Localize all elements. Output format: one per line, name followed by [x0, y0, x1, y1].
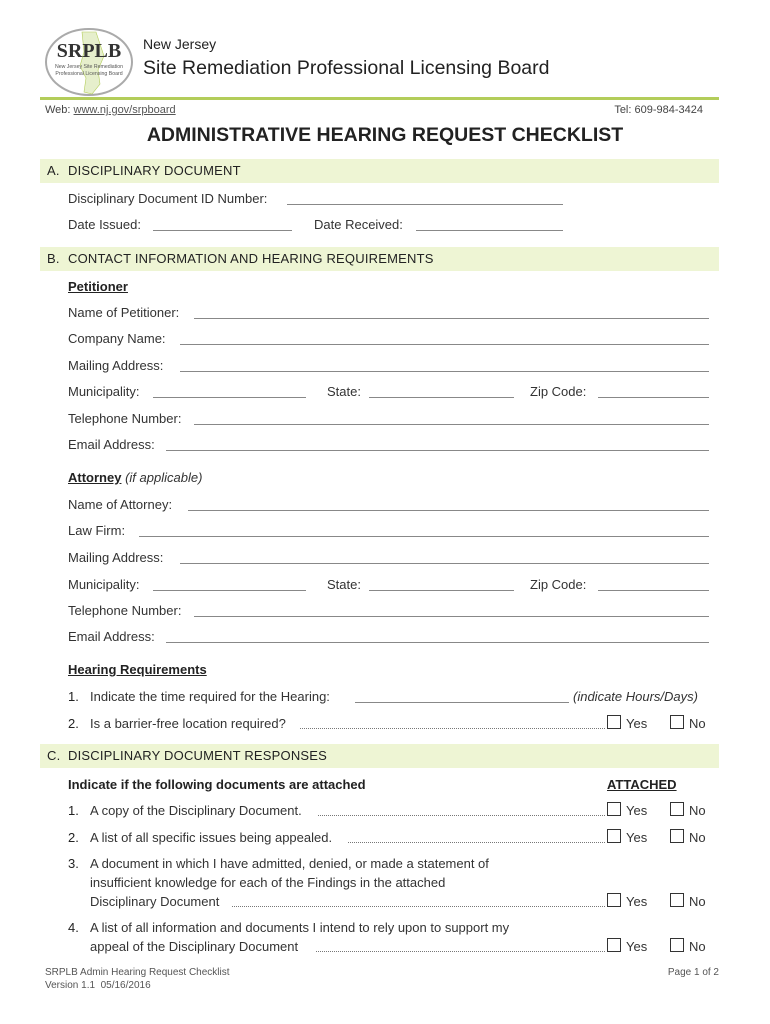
petitioner-company-label: Company Name:	[68, 331, 166, 346]
petitioner-mailing-label: Mailing Address:	[68, 358, 164, 373]
srplb-logo	[44, 26, 134, 98]
petitioner-company-field[interactable]	[180, 344, 709, 345]
web-link[interactable]: www.nj.gov/srpboard	[73, 104, 176, 116]
petitioner-zip-field[interactable]	[598, 397, 709, 398]
attorney-heading: Attorney	[68, 470, 122, 485]
attorney-municipality-label: Municipality:	[68, 577, 140, 592]
hearing-time-field[interactable]	[355, 702, 569, 703]
attorney-state-field[interactable]	[369, 590, 514, 591]
attorney-email-label: Email Address:	[68, 629, 155, 644]
petitioner-state-label: State:	[327, 384, 361, 399]
hearing-2-leader	[300, 716, 605, 729]
item-2-leader	[348, 830, 605, 843]
section-c-letter: C.	[47, 748, 61, 763]
item-4-yes-checkbox[interactable]	[607, 938, 621, 952]
attorney-firm-field[interactable]	[139, 536, 709, 537]
section-c-title: DISCIPLINARY DOCUMENT RESPONSES	[68, 748, 328, 763]
petitioner-municipality-label: Municipality:	[68, 384, 140, 399]
attorney-email-field[interactable]	[166, 642, 709, 643]
item-3-num: 3.	[68, 856, 79, 871]
doc-id-label: Disciplinary Document ID Number:	[68, 191, 268, 206]
attorney-mailing-label: Mailing Address:	[68, 550, 164, 565]
date-issued-label: Date Issued:	[68, 217, 141, 232]
footer-page-number: Page 1 of 2	[667, 967, 719, 978]
attached-heading: ATTACHED	[607, 777, 677, 792]
logo-subtext-1: New Jersey Site Remediation	[54, 64, 124, 70]
item-2-no-checkbox[interactable]	[670, 829, 684, 843]
hearing-heading: Hearing Requirements	[68, 662, 207, 677]
petitioner-zip-label: Zip Code:	[530, 384, 587, 399]
attachments-instruction: Indicate if the following documents are attached	[68, 777, 366, 792]
logo-wordmark: SRPLB	[56, 40, 122, 62]
item-4-num: 4.	[68, 920, 79, 935]
date-received-field[interactable]	[416, 230, 563, 231]
item-3-line-3: Disciplinary Document	[90, 894, 220, 909]
section-a-letter: A.	[47, 163, 60, 178]
item-2-label: A list of all specific issues being appealed.	[90, 830, 333, 845]
web-line	[45, 104, 176, 116]
item-4-no-checkbox[interactable]	[670, 938, 684, 952]
item-1-no-checkbox[interactable]	[670, 802, 684, 816]
attorney-mailing-field[interactable]	[180, 563, 709, 564]
page-title: ADMINISTRATIVE HEARING REQUEST CHECKLIST	[146, 124, 624, 146]
petitioner-state-field[interactable]	[369, 397, 514, 398]
petitioner-phone-field[interactable]	[194, 424, 709, 425]
barrier-free-yes-label: Yes	[626, 716, 648, 731]
petitioner-heading: Petitioner	[68, 279, 128, 294]
logo-subtext-2: Professional Licensing Board	[55, 71, 123, 77]
barrier-free-no-label: No	[689, 716, 706, 731]
petitioner-phone-label: Telephone Number:	[68, 411, 182, 426]
section-c-header	[40, 744, 719, 768]
attorney-name-field[interactable]	[188, 510, 709, 511]
section-a-header	[40, 159, 719, 183]
item-3-yes-checkbox[interactable]	[607, 893, 621, 907]
item-3-line-1: A document in which I have admitted, denied, or made a statement of	[90, 856, 489, 871]
attorney-phone-field[interactable]	[194, 616, 709, 617]
item-1-no-label: No	[689, 803, 706, 818]
barrier-free-yes-checkbox[interactable]	[607, 715, 621, 729]
item-3-no-checkbox[interactable]	[670, 893, 684, 907]
petitioner-mailing-field[interactable]	[180, 371, 709, 372]
item-3-leader	[232, 894, 605, 907]
item-4-line-1: A list of all information and documents I intend to rely upon to support my	[90, 920, 510, 935]
item-2-yes-label: Yes	[626, 830, 648, 845]
barrier-free-no-checkbox[interactable]	[670, 715, 684, 729]
section-b-letter: B.	[47, 251, 60, 266]
item-1-num: 1.	[68, 803, 79, 818]
footer-left	[45, 966, 230, 992]
telephone: Tel: 609-984-3424	[614, 104, 703, 116]
header-rule	[40, 97, 719, 100]
footer-version: Version 1.1 05/16/2016	[45, 980, 151, 991]
petitioner-name-label: Name of Petitioner:	[68, 305, 180, 320]
section-a-title: DISCIPLINARY DOCUMENT	[68, 163, 241, 178]
attorney-note: (if applicable)	[125, 470, 203, 485]
item-4-no-label: No	[689, 939, 706, 954]
attorney-phone-label: Telephone Number:	[68, 603, 182, 618]
footer-doc-name: SRPLB Admin Hearing Request Checklist	[45, 967, 230, 978]
petitioner-email-label: Email Address:	[68, 437, 155, 452]
date-issued-field[interactable]	[153, 230, 292, 231]
item-1-leader	[318, 803, 605, 816]
item-3-line-2: insufficient knowledge for each of the Findings in the attached	[90, 875, 446, 890]
item-2-yes-checkbox[interactable]	[607, 829, 621, 843]
item-1-yes-label: Yes	[626, 803, 648, 818]
petitioner-name-field[interactable]	[194, 318, 709, 319]
attorney-heading-line	[68, 470, 202, 485]
attorney-name-label: Name of Attorney:	[68, 497, 173, 512]
hearing-2-label: Is a barrier-free location required?	[90, 716, 286, 731]
item-3-no-label: No	[689, 894, 706, 909]
org-state: New Jersey	[143, 36, 217, 52]
item-2-num: 2.	[68, 830, 79, 845]
date-received-label: Date Received:	[314, 217, 403, 232]
petitioner-municipality-field[interactable]	[153, 397, 306, 398]
hearing-1-label: Indicate the time required for the Hearing:	[90, 689, 330, 704]
attorney-state-label: State:	[327, 577, 361, 592]
hearing-2-num: 2.	[68, 716, 79, 731]
item-2-no-label: No	[689, 830, 706, 845]
item-4-yes-label: Yes	[626, 939, 648, 954]
item-4-leader	[316, 939, 605, 952]
item-4-line-2: appeal of the Disciplinary Document	[90, 939, 299, 954]
attorney-zip-label: Zip Code:	[530, 577, 587, 592]
web-label: Web:	[45, 104, 71, 116]
item-3-yes-label: Yes	[626, 894, 648, 909]
hearing-1-unit: (indicate Hours/Days)	[573, 689, 698, 704]
attorney-firm-label: Law Firm:	[68, 523, 126, 538]
doc-id-field[interactable]	[287, 204, 563, 205]
org-name: Site Remediation Professional Licensing Board	[143, 57, 550, 79]
section-b-title: CONTACT INFORMATION AND HEARING REQUIREMENTS	[68, 251, 434, 266]
petitioner-email-field[interactable]	[166, 450, 709, 451]
item-1-yes-checkbox[interactable]	[607, 802, 621, 816]
attorney-municipality-field[interactable]	[153, 590, 306, 591]
hearing-1-num: 1.	[68, 689, 79, 704]
item-1-label: A copy of the Disciplinary Document.	[90, 803, 302, 818]
attorney-zip-field[interactable]	[598, 590, 709, 591]
section-b-header	[40, 247, 719, 271]
